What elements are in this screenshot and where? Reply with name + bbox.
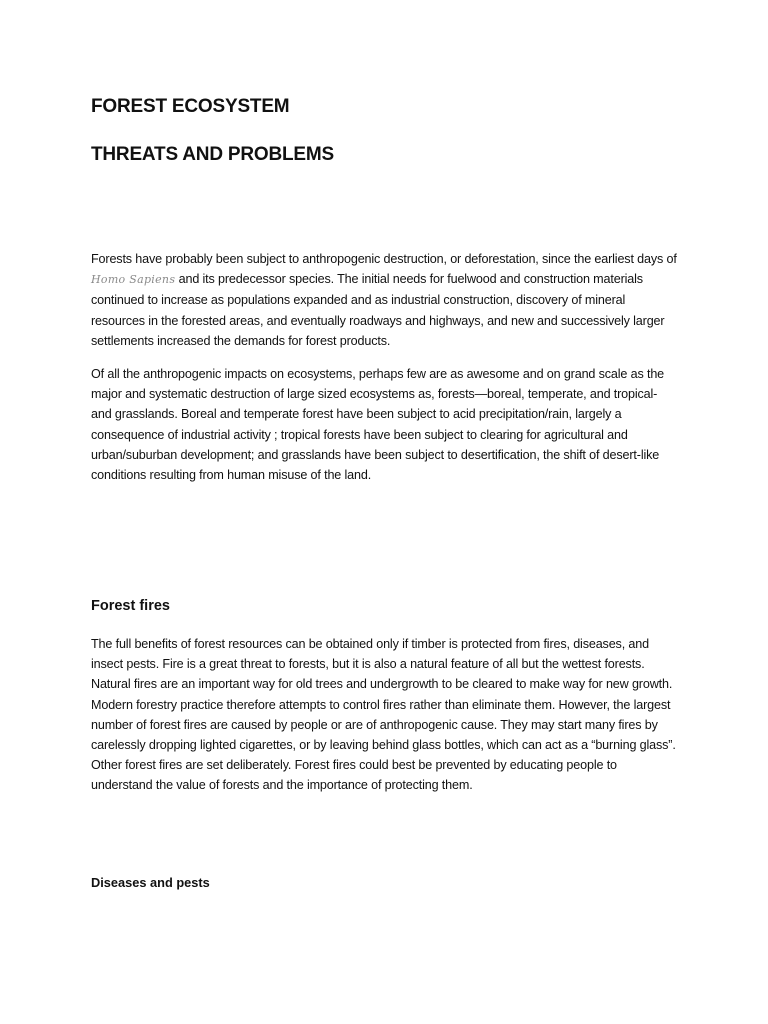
document-title: FOREST ECOSYSTEM — [91, 96, 290, 117]
forest-fires-paragraph: The full benefits of forest resources can be obtained only if timber is protected from fires, diseases, and insect pests. Fire is a great threat to forests, but it is also a natural feature of all but the wettest forests. Natural fires are an important way for old trees and undergrowth to be cleared to make way for new growth. Modern forestry practice therefore attempts to control fires rather than eliminate them. However, the largest number of forest fires are caused by people or are of anthropogenic cause. They may start many fires by carelessly dropping lighted cigarettes, or by leaving behind glass bottles, which can act as a “burning glass”. Other forest fires are set deliberately. Forest fires could best be prevented by educating people to understand the value of forests and the importance of protecting them. — [91, 637, 676, 793]
intro-paragraph-1 — [91, 249, 681, 351]
intro-paragraph-1-text-start: Forests have probably been subject to anthropogenic destruction, or deforestation, since the earliest days of — [91, 252, 677, 266]
document-subtitle: THREATS AND PROBLEMS — [91, 144, 335, 165]
section-heading-forest-fires: Forest fires — [91, 598, 170, 614]
intro-paragraph-2: Of all the anthropogenic impacts on ecosystems, perhaps few are as awesome and on grand scale as the major and systematic destruction of large sized ecosystems as, forests—boreal, temperate, and tropical- and grasslands. Boreal and temperate forest have been subject to acid precipitation/rain, largely a consequence of industrial activity ; tropical forests have been subject to clearing for agricultural and urban/suburban development; and grasslands have been subject to desertification, the shift of desert-like conditions resulting from human misuse of the land. — [91, 367, 665, 483]
section-heading-diseases-pests: Diseases and pests — [91, 875, 210, 890]
species-name: Homo Sapiens — [91, 273, 176, 287]
intro-paragraph-1-text-end: and its predecessor species. The initial needs for fuelwood and construction materials continued to increase as populations expanded and as industrial construction, discovery of mineral resources in the forested areas, and eventually roadways and highways, and new and successively larger settlements increased the demands for forest products. — [91, 272, 665, 348]
